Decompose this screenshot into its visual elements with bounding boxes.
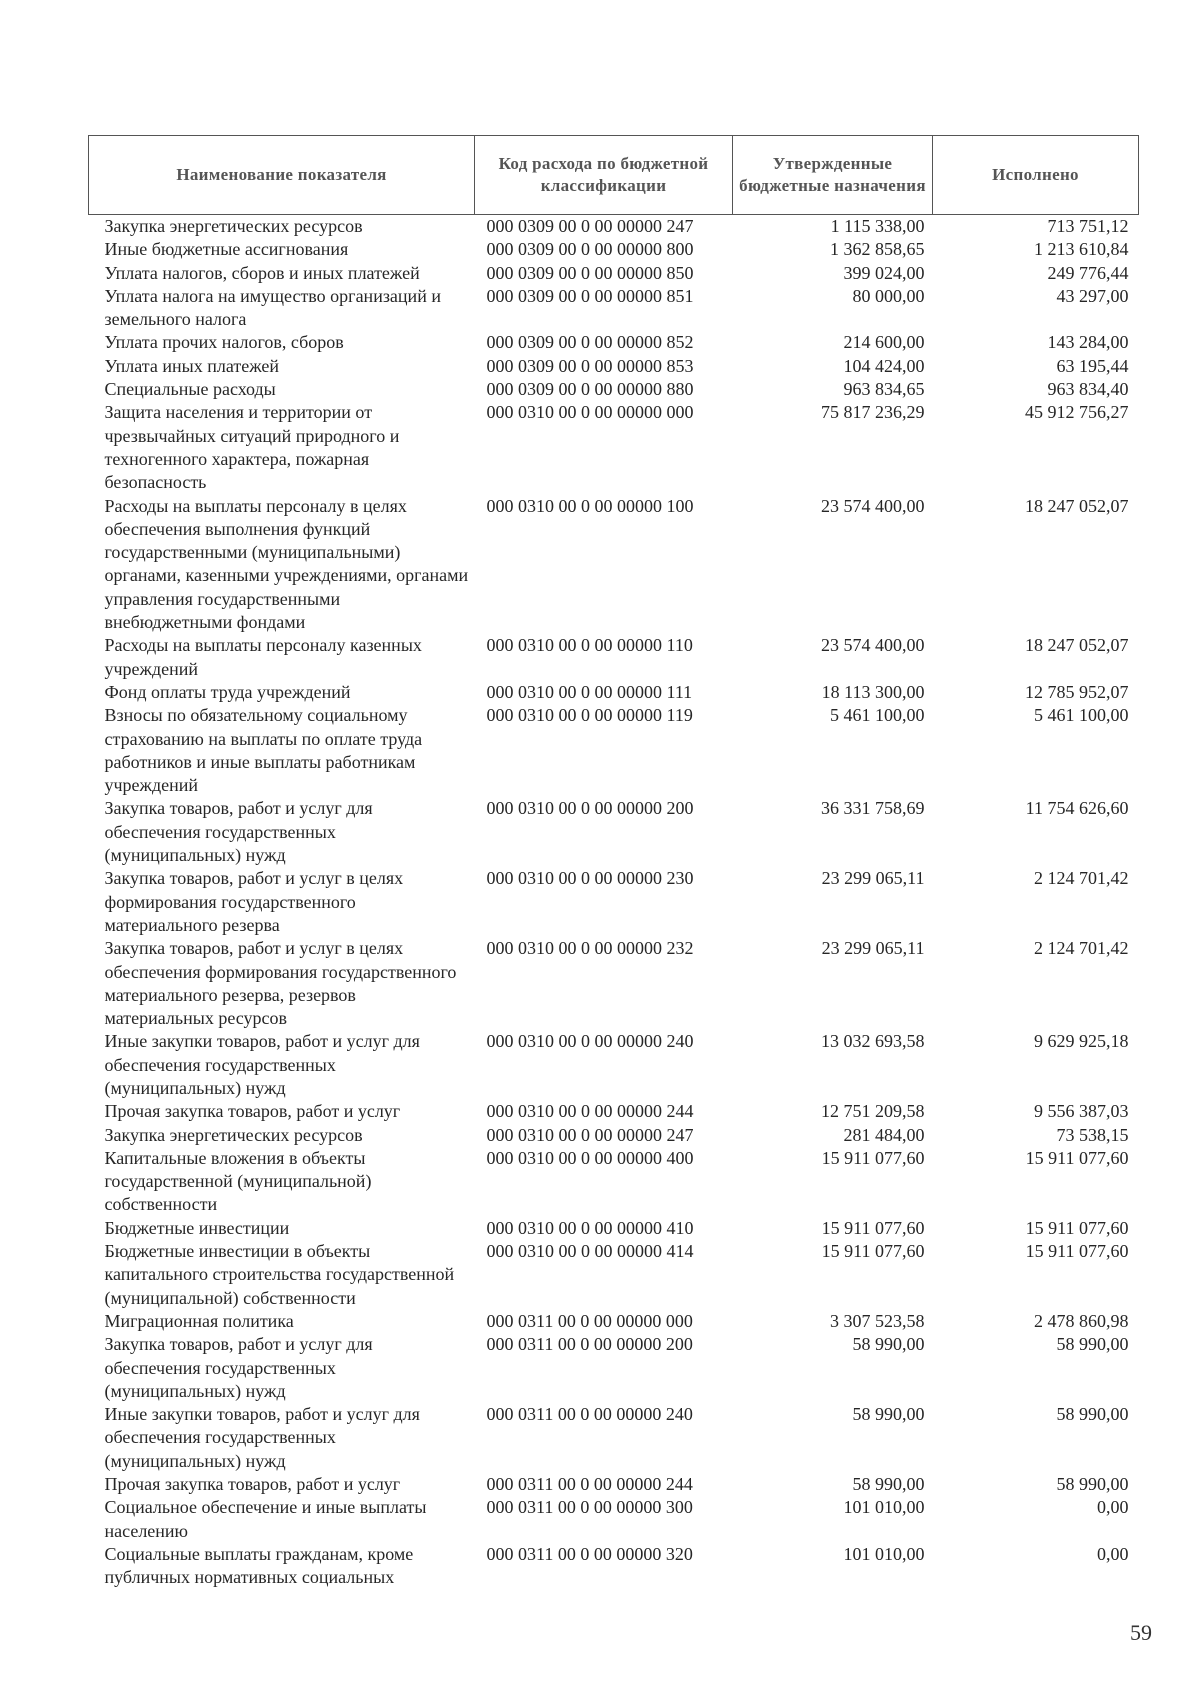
row-code: 000 0310 00 0 00 00000 240: [486, 1031, 694, 1052]
row-code: 000 0310 00 0 00 00000 400: [486, 1147, 694, 1168]
row-name: Иные бюджетные ассигнования: [104, 239, 349, 260]
table-row: [89, 331, 1139, 354]
row-approved: 101 010,00: [843, 1543, 925, 1564]
row-executed: 2 124 701,42: [1034, 938, 1129, 959]
row-approved: 75 817 236,29: [821, 402, 925, 423]
row-approved: 104 424,00: [843, 355, 925, 376]
row-name: Иные закупки товаров, работ и услуг для обеспечения государственных (муниципальных) нужд: [104, 1031, 420, 1098]
row-executed: 713 751,12: [1047, 216, 1129, 236]
row-executed: 249 776,44: [1047, 262, 1129, 283]
row-name: Специальные расходы: [104, 379, 276, 400]
row-executed: 12 785 952,07: [1025, 681, 1129, 702]
row-name: Расходы на выплаты персоналу казенных учреждений: [104, 635, 422, 679]
row-code: 000 0310 00 0 00 00000 119: [486, 705, 693, 726]
row-approved: 23 574 400,00: [821, 495, 925, 516]
row-name: Расходы на выплаты персоналу в целях обеспечения выполнения функций государственными (муниципальными) органами, казенными учреждениями, органами управления государственными внебюджетными фондами: [104, 495, 469, 633]
row-executed: 2 478 860,98: [1034, 1310, 1129, 1331]
row-approved: 3 307 523,58: [830, 1310, 925, 1331]
row-name: Закупка товаров, работ и услуг в целях формирования государственного материального резерва: [104, 868, 404, 935]
row-executed: 0,00: [1097, 1543, 1129, 1564]
row-approved: 12 751 209,58: [821, 1101, 925, 1122]
row-executed: 58 990,00: [1056, 1474, 1129, 1495]
row-approved: 23 574 400,00: [821, 635, 925, 656]
row-code: 000 0310 00 0 00 00000 247: [486, 1124, 694, 1145]
row-executed: 0,00: [1097, 1497, 1129, 1518]
row-approved: 23 299 065,11: [821, 938, 925, 959]
row-name: Уплата налогов, сборов и иных платежей: [104, 262, 420, 283]
row-name: Уплата иных платежей: [104, 355, 280, 376]
row-code: 000 0311 00 0 00 00000 320: [486, 1543, 693, 1564]
row-approved: 13 032 693,58: [821, 1031, 925, 1052]
row-approved: 36 331 758,69: [821, 798, 925, 819]
table-header: [89, 136, 1139, 215]
row-approved: 15 911 077,60: [821, 1147, 925, 1168]
page-number: 59: [1130, 1620, 1152, 1645]
row-approved: 23 299 065,11: [821, 868, 925, 889]
row-code: 000 0309 00 0 00 00000 851: [486, 285, 694, 306]
row-approved: 1 115 338,00: [830, 216, 925, 236]
row-code: 000 0309 00 0 00 00000 800: [486, 239, 694, 260]
table-row: [89, 797, 1139, 867]
row-code: 000 0311 00 0 00 00000 000: [486, 1310, 693, 1331]
row-executed: 9 556 387,03: [1034, 1101, 1129, 1122]
row-name: Уплата налога на имущество организаций и земельного налога: [104, 285, 441, 330]
row-approved: 1 362 858,65: [830, 239, 925, 260]
row-code: 000 0310 00 0 00 00000 200: [486, 798, 694, 819]
row-name: Капитальные вложения в объекты государственной (муниципальной) собственности: [104, 1147, 372, 1215]
row-name: Бюджетные инвестиции в объекты капитального строительства государственной (муниципальной) собственности: [104, 1241, 455, 1308]
table-row: [89, 1543, 1139, 1590]
row-name: Уплата прочих налогов, сборов: [104, 332, 344, 353]
row-approved: 58 990,00: [852, 1404, 925, 1425]
row-approved: 214 600,00: [843, 332, 925, 353]
row-approved: 15 911 077,60: [821, 1217, 925, 1238]
row-name: Социальные выплаты гражданам, кроме публичных нормативных социальных: [104, 1543, 414, 1588]
row-code: 000 0310 00 0 00 00000 244: [486, 1101, 694, 1122]
row-approved: 15 911 077,60: [821, 1241, 925, 1262]
row-approved: 58 990,00: [852, 1334, 925, 1355]
row-executed: 1 213 610,84: [1034, 239, 1129, 260]
table-row: [89, 1217, 1139, 1240]
table-row: [89, 378, 1139, 401]
budget-execution-table: [88, 135, 1139, 1590]
row-approved: 963 834,65: [843, 379, 925, 400]
row-code: 000 0310 00 0 00 00000 232: [486, 938, 694, 959]
row-executed: 58 990,00: [1056, 1404, 1129, 1425]
table-row: [89, 634, 1139, 681]
table-row: [89, 1100, 1139, 1123]
row-code: 000 0310 00 0 00 00000 111: [486, 681, 693, 702]
row-name: Фонд оплаты труда учреждений: [104, 681, 351, 702]
row-executed: 9 629 925,18: [1034, 1031, 1129, 1052]
row-name: Закупка товаров, работ и услуг для обеспечения государственных (муниципальных) нужд: [104, 1334, 373, 1401]
table-row: [89, 1473, 1139, 1496]
row-code: 000 0309 00 0 00 00000 850: [486, 262, 694, 283]
row-name: Защита населения и территории от чрезвычайных ситуаций природного и техногенного характера, пожарная безопасность: [104, 402, 400, 493]
table-row: [89, 495, 1139, 635]
row-executed: 58 990,00: [1056, 1334, 1129, 1355]
row-code: 000 0310 00 0 00 00000 410: [486, 1217, 694, 1238]
table-row: [89, 1147, 1139, 1217]
row-executed: 18 247 052,07: [1025, 495, 1129, 516]
row-executed: 2 124 701,42: [1034, 868, 1129, 889]
row-executed: 18 247 052,07: [1025, 635, 1129, 656]
row-approved: 101 010,00: [843, 1497, 925, 1518]
table-row: [89, 1240, 1139, 1310]
header-executed: Исполнено: [933, 136, 1139, 215]
row-executed: 5 461 100,00: [1034, 705, 1129, 726]
row-approved: 281 484,00: [843, 1124, 925, 1145]
row-name: Прочая закупка товаров, работ и услуг: [104, 1101, 401, 1122]
row-approved: 80 000,00: [852, 285, 925, 306]
row-code: 000 0311 00 0 00 00000 244: [486, 1474, 693, 1495]
table-row: [89, 401, 1139, 494]
table-row: [89, 681, 1139, 704]
row-executed: 11 754 626,60: [1025, 798, 1129, 819]
row-code: 000 0311 00 0 00 00000 240: [486, 1404, 693, 1425]
table-row: [89, 937, 1139, 1030]
row-code: 000 0311 00 0 00 00000 200: [486, 1334, 693, 1355]
header-approved: Утвержденные бюджетные назначения: [733, 136, 933, 215]
row-code: 000 0309 00 0 00 00000 247: [486, 216, 694, 236]
row-name: Социальное обеспечение и иные выплаты населению: [104, 1497, 427, 1541]
row-executed: 45 912 756,27: [1025, 402, 1129, 423]
row-name: Закупка энергетических ресурсов: [104, 216, 363, 236]
row-code: 000 0309 00 0 00 00000 853: [486, 355, 694, 376]
row-code: 000 0310 00 0 00 00000 414: [486, 1241, 694, 1262]
row-executed: 143 284,00: [1047, 332, 1129, 353]
row-name: Миграционная политика: [104, 1310, 294, 1331]
row-name: Закупка товаров, работ и услуг в целях обеспечения формирования государственного материального резерва, резервов материальных ресурсов: [104, 938, 457, 1029]
row-code: 000 0310 00 0 00 00000 100: [486, 495, 694, 516]
row-name: Закупка товаров, работ и услуг для обеспечения государственных (муниципальных) нужд: [104, 798, 373, 866]
row-name: Бюджетные инвестиции: [104, 1217, 290, 1238]
row-approved: 399 024,00: [843, 262, 925, 283]
row-executed: 43 297,00: [1056, 285, 1129, 306]
row-name: Взносы по обязательному социальному страхованию на выплаты по оплате труда работников и иные выплаты работникам учреждений: [104, 705, 423, 796]
row-name: Закупка энергетических ресурсов: [104, 1124, 363, 1145]
row-code: 000 0310 00 0 00 00000 000: [486, 402, 694, 423]
table-row: [89, 215, 1139, 239]
table-row: [89, 262, 1139, 285]
table-row: [89, 1030, 1139, 1100]
row-approved: 18 113 300,00: [821, 681, 925, 702]
row-code: 000 0310 00 0 00 00000 110: [486, 635, 693, 656]
table-row: [89, 867, 1139, 937]
row-approved: 5 461 100,00: [830, 705, 925, 726]
table-body: [89, 215, 1139, 1590]
table-row: [89, 238, 1139, 261]
row-executed: 63 195,44: [1056, 355, 1129, 376]
row-code: 000 0309 00 0 00 00000 880: [486, 379, 694, 400]
header-name: Наименование показателя: [89, 136, 475, 215]
row-executed: 15 911 077,60: [1025, 1147, 1129, 1168]
row-executed: 15 911 077,60: [1025, 1217, 1129, 1238]
table-row: [89, 1403, 1139, 1473]
table-row: [89, 1333, 1139, 1403]
table-row: [89, 1310, 1139, 1333]
row-name: Иные закупки товаров, работ и услуг для обеспечения государственных (муниципальных) нужд: [104, 1404, 420, 1471]
table-row: [89, 704, 1139, 797]
row-approved: 58 990,00: [852, 1474, 925, 1495]
header-code: Код расхода по бюджетной классификации: [475, 136, 733, 215]
row-code: 000 0311 00 0 00 00000 300: [486, 1497, 693, 1518]
row-executed: 963 834,40: [1047, 379, 1129, 400]
table-row: [89, 355, 1139, 378]
row-executed: 73 538,15: [1056, 1124, 1129, 1145]
row-executed: 15 911 077,60: [1025, 1241, 1129, 1262]
row-code: 000 0310 00 0 00 00000 230: [486, 868, 694, 889]
row-name: Прочая закупка товаров, работ и услуг: [104, 1474, 401, 1495]
table-row: [89, 1496, 1139, 1543]
table-row: [89, 285, 1139, 332]
table-row: [89, 1124, 1139, 1147]
row-code: 000 0309 00 0 00 00000 852: [486, 332, 694, 353]
